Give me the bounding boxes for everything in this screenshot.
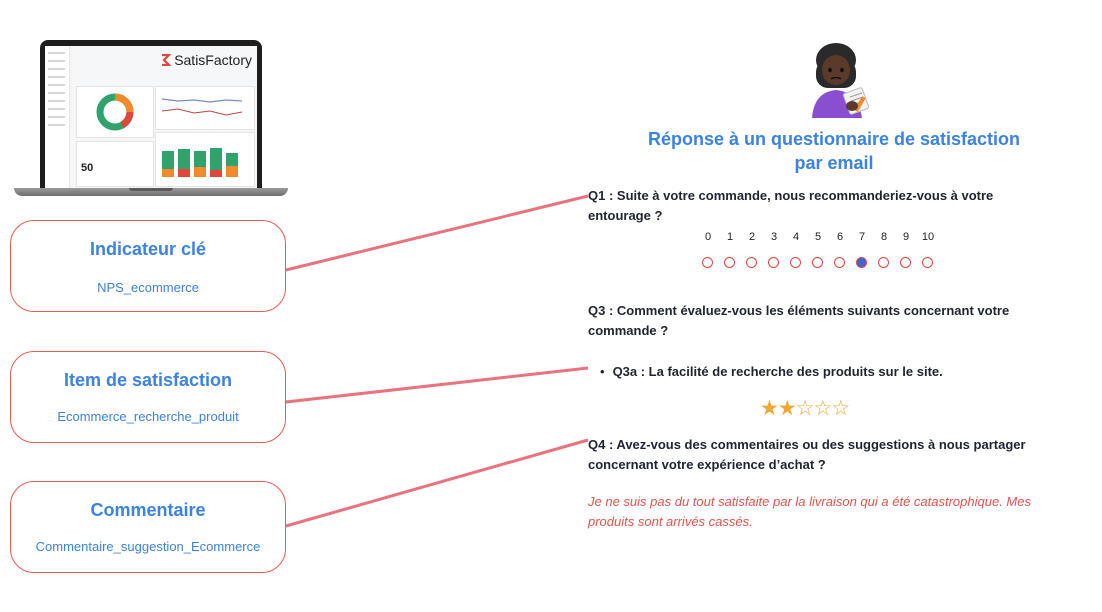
radio-9[interactable] [895,256,917,270]
brand-name: SatisFactory [174,52,252,68]
box-subtitle: NPS_ecommerce [97,280,199,295]
survey-title: Réponse à un questionnaire de satisfaction par email [647,129,1021,173]
radio-3[interactable] [763,256,785,270]
scale-label-10: 10 [921,231,935,243]
scale-label-4: 4 [792,231,800,243]
nps-radio-group[interactable] [697,256,939,270]
star-empty-icon[interactable]: ☆ [831,397,850,420]
radio-7[interactable] [851,256,873,270]
bar-chart-icon [156,133,254,186]
kpi-value: 50 [81,162,94,174]
scale-label-3: 3 [770,231,778,243]
scale-label-1: 1 [726,231,734,243]
scale-label-0: 0 [704,231,712,243]
radio-1[interactable] [719,256,741,270]
star-empty-icon[interactable]: ☆ [813,397,832,420]
scale-label-6: 6 [836,231,844,243]
radio-10[interactable] [917,256,939,270]
star-filled-icon[interactable]: ★ [760,397,778,420]
question-q4: Q4 : Avez-vous des commentaires ou des suggestions à nous partager concernant votre expérience d’achat ? [588,437,1026,472]
star-empty-icon[interactable]: ☆ [795,397,814,420]
box-commentaire [10,481,286,573]
box-title: Commentaire [90,500,206,520]
satisfactory-logo-icon [160,54,171,66]
laptop-dashboard-image [14,38,288,198]
question-q1: Q1 : Suite à votre commande, nous recommanderiez-vous à votre entourage ? [588,188,994,223]
satisfactory-logo [160,52,252,68]
box-indicateur-cle [10,220,286,312]
radio-0[interactable] [697,256,719,270]
radio-5[interactable] [807,256,829,270]
star-filled-icon[interactable]: ★ [777,397,796,420]
scale-label-2: 2 [748,231,756,243]
nps-scale-labels [697,231,939,243]
dashboard-screenshot [45,46,257,188]
box-item-satisfaction [10,351,286,443]
woman-with-document-icon [806,42,874,118]
radio-2[interactable] [741,256,763,270]
line-chart-icon [156,87,254,129]
scale-label-5: 5 [814,231,822,243]
scale-label-7: 7 [858,231,866,243]
comment-text: Je ne suis pas du tout satisfaite par la livraison qui a été catastrophique. Mes produits sont arrivés cassés. [588,494,1031,529]
question-q3: Q3 : Comment évaluez-vous les éléments suivants concernant votre commande ? [588,303,1010,338]
radio-4[interactable] [785,256,807,270]
star-rating[interactable] [760,396,849,421]
donut-chart-icon [77,87,153,137]
scale-label-8: 8 [880,231,888,243]
box-subtitle: Ecommerce_recherche_produit [57,409,239,424]
scale-label-9: 9 [902,231,910,243]
radio-8[interactable] [873,256,895,270]
box-title: Item de satisfaction [63,370,233,390]
question-q3a: • Q3a : La facilité de recherche des produits sur le site. [600,364,943,379]
box-title: Indicateur clé [89,239,207,259]
box-subtitle: Commentaire_suggestion_Ecommerce [35,539,261,554]
radio-6[interactable] [829,256,851,270]
